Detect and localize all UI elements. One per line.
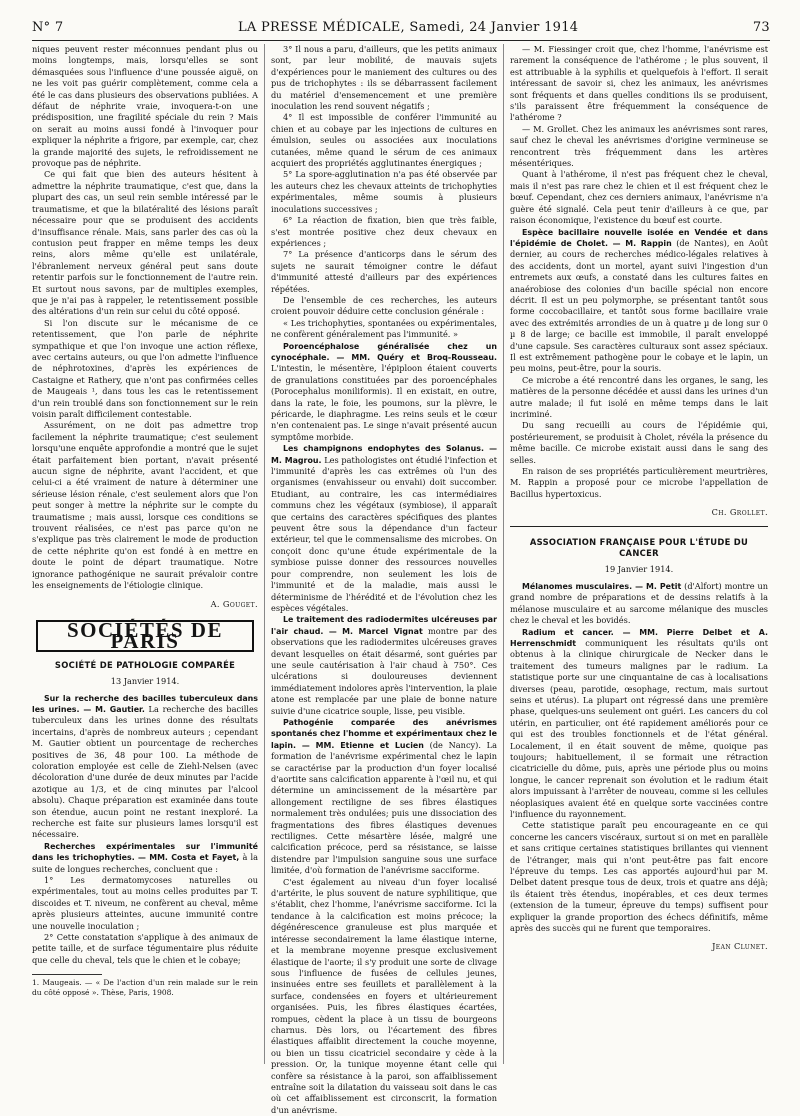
section-title-box: SOCIÉTÉS DE PARIS	[36, 620, 254, 652]
author-signature: Jean Clunet.	[712, 941, 768, 952]
journal-title: LA PRESSE MÉDICALE, Samedi, 24 Janvier 1914	[237, 20, 579, 35]
column-2	[271, 44, 497, 1116]
paragraph: 2° Cette constatation s'applique à des animaux de petite taille, et de surface tégumentaire plus réduite que celle du cheval, tels que le chien et le cobaye;	[32, 932, 258, 965]
paragraph: 3° Il nous a paru, d'ailleurs, que les petits animaux sont, par leur mobilité, de mauvais sujets d'expériences pour le maniement des cultures ou des pus de trichophytes : ils se débarrassent facilement du matériel d'ensemencement et une première inoculation les rend souvent négatifs ;	[271, 44, 497, 112]
paragraph: « Les trichophyties, spontanées ou expérimentales, ne confèrent généralement pas l'immunité. »	[271, 317, 497, 340]
report-text: à la suite de longues recherches, concluent que :	[32, 852, 258, 874]
report-heading: Radium et cancer. — MM. Pierre Delbet et A. Herrenschmidt	[510, 627, 768, 648]
page-number: 73	[752, 20, 770, 35]
page-header	[32, 20, 770, 36]
report-text: (de Nantes), en Août dernier, au cours de recherches médico-légales relatives à des accidents, dont un mortel, ayant suivi l'ingestion d'un entremets aux œufs, a constaté dans les cultures faites en anaérobiose des colonies d'un bacille spécial non encore décrit. Il est un peu polymorphe, se présentant tantôt sous forme coccobacillaire, et tantôt sous forme bacillaire vraie avec des extrémités arrondies de un à quatre µ de long sur 0 µ 8 de large; ce bacille est immobile, il paraît enveloppé d'une capsule. Ses caractères culturaux sont assez spéciaux. Il est extrêmement pathogène pour le cobaye et le lapin, un peu moins, peut-être, pour la souris.	[510, 237, 768, 374]
report-paragraph	[510, 581, 768, 627]
paragraph: Cette statistique paraît peu encourageante en ce qui concerne les cancers viscéraux, surtout si on met en parallèle et sans critique certaines statistiques brillantes qui viennent de l'étranger, mais qui n'ont peut-être pas fait encore l'épreuve du temps. Les cas apportés aujourd'hui par M. Delbet datent presque tous de deux, trois et quatre ans déjà; ils étaient très étendus, inopérables, et ces deux termes (extension de la tumeur, épreuve du temps) suffisent pour expliquer la grande proportion des échecs définitifs, même après des succès qui ne furent que temporaires.	[510, 820, 768, 934]
session-date: 13 Janvier 1914.	[110, 676, 180, 687]
report-paragraph	[271, 443, 497, 614]
report-heading: Poroencéphalose généralisée chez un cynocéphale. — MM. Quéry et Broq-Rousseau.	[271, 341, 497, 362]
paragraph: 6° La réaction de fixation, bien que très faible, s'est montrée positive chez deux chevaux en expériences ;	[271, 215, 497, 248]
report-text: montre par des observations que les radiodermites ulcéreuses graves devant lesquelles on était désarmé, sont guéries par une seule cautérisation à l'air chaud à 750°. Ces ulcérations si douloureuses deviennent immédiatement indolores après l'intervention, la plaie atone est remplacée par une plaie de bonne nature suivie d'une cicatrice souple, lisse, peu visible.	[271, 625, 497, 716]
column-3	[510, 44, 768, 957]
paragraph: Ce microbe a été rencontré dans les organes, le sang, les matières de la personne décédée et aussi dans les urines d'un autre malade; il fut isolé en même temps dans le lait incriminé.	[510, 374, 768, 419]
paragraph: En raison de ses propriétés particulièrement meurtrières, M. Rappin a proposé pour ce microbe l'appellation de Bacillus hypertoxicus.	[510, 466, 768, 499]
issue-number: N° 7	[32, 20, 64, 35]
header-rule	[32, 40, 770, 41]
column-divider	[264, 44, 265, 1064]
report-paragraph	[510, 627, 768, 821]
report-paragraph	[271, 341, 497, 444]
report-heading: Sur la recherche des bacilles tuberculeux dans les urines. — M. Gautier.	[32, 693, 258, 714]
report-heading: Les champignons endophytes des Solanus. — M. Magrou.	[271, 444, 497, 465]
report-paragraph	[510, 227, 768, 375]
paragraph: De l'ensemble de ces recherches, les auteurs croient pouvoir déduire cette conclusion générale :	[271, 294, 497, 317]
paragraph: Quant à l'athérome, il n'est pas fréquent chez le cheval, mais il n'est pas rare chez le chien et il est fréquent chez le bœuf. Cependant, chez ces derniers animaux, l'anévrisme n'a guère été signalé. Cela peut tenir d'ailleurs à ce que, par raison économique, l'existence du bœuf est courte.	[510, 169, 768, 226]
report-text: L'intestin, le mésentère, l'épiploon étaient couverts de granulations constituées par des poroencéphales (Porocephalus moniliformis). Il en existait, en outre, dans la rate, le foie, les poumons, sur la plèvre, le péricarde, le diaphragme. Les reins seuls et le cœur n'en contenaient pas. Le singe n'avait présenté aucun symptôme morbide.	[271, 363, 497, 442]
paragraph: 4° Il est impossible de conférer l'immunité au chien et au cobaye par les injections de cultures en émulsion, seules ou associées aux inoculations cutanées, même quand le sérum de ces animaux acquiert des propriétés agglutinantes énergiques ;	[271, 112, 497, 169]
paragraph: 7° La présence d'anticorps dans le sérum des sujets ne saurait témoigner contre le défaut d'immunité attesté d'ailleurs par des expériences répétées.	[271, 249, 497, 294]
report-heading: Pathogénie comparée des anévrismes spontanés chez l'homme et expérimentaux chez le lapin. — MM. Etienne et Lucien	[271, 717, 497, 750]
paragraph: 1° Les dermatomycoses naturelles ou expérimentales, tout au moins celles produites par T. discoides et T. niveum, ne confèrent au cheval, même après plusieurs atteintes, aucune immunité contre une nouvelle inoculation ;	[32, 875, 258, 931]
paragraph: C'est également au niveau d'un foyer localisé d'artérite, le plus souvent de nature syphilitique, que s'établit, chez l'homme, l'anévrisme sacciforme. Ici la tendance à la calcification est moins précoce; la dégénérescence granuleuse est plus marquée et intéresse secondairement la lame élastique interne, et la membrane moyenne presque exclusivement élastique de l'aorte; il s'y produit une sorte de clivage sous l'influence de fusées de cellules jeunes, insinuées entre ses feuillets et parallèlement à la surface, condensées en foyers et ultérieurement organisées. Puis, les fibres élastiques écartées, rompues, cèdent la place à un tissu de bourgeons charnus. Dès lors, ou l'écartement des fibres élastiques affaiblit directement la couche moyenne, ou bien un tissu cicatriciel secondaire y cède à la pression. Or, la tunique moyenne étant celle qui confère sa résistance à la paroi, son affaiblissement entraîne soit la dilatation du vaisseau soit dans le cas où cet affaiblissement est circonscrit, la formation d'un anévrisme.	[271, 876, 497, 1115]
report-heading: Le traitement des radiodermites ulcéreuses par l'air chaud. — M. Marcel Vignat	[271, 615, 497, 636]
society-heading: SOCIÉTÉ DE PATHOLOGIE COMPARÉE	[54, 659, 236, 670]
paragraph: Si l'on discute sur le mécanisme de ce retentissement, que l'on parle de néphrite sympathique et que l'on invoque une action réflexe, avec certains auteurs, ou que l'on admette l'influence de néphrotoxines, d'après les expériences de Castaigne et Rathery, que n'ont pas confirmées celles de Maugeais ¹, dans tous les cas le retentissement d'un rein troublé dans son fonctionnement sur le rein voisin paraît difficilement contestable.	[32, 317, 258, 419]
report-text: La recherche des bacilles tuberculeux dans les urines donne des résultats incertains, d'après de nombreux auteurs ; cependant M. Gautier obtient un pourcentage de recherches positives de 36, 48 pour 100. La méthode de coloration employée est celle de Ziehl-Nelsen (avec décoloration d'une durée de deux minutes par l'acide azotique au 1/3, et de cinq minutes par l'alcool absolu). Chaque préparation est examinée dans toute son étendue, aucun point ne restant inexploré. La recherche est faite sur plusieurs lames lorsqu'il est nécessaire.	[32, 703, 258, 840]
report-text: communiquent les résultats qu'ils ont obtenus à la clinique chirurgicale de Necker dans le traitement des tumeurs malignes par le radium. La statistique porte sur une cinquantaine de cas à localisations diverses (peau, parotide, œsophage, rectum, mais surtout seins et utérus). La plupart ont régressé dans une première phase, quelques-uns seulement ont guéri. Les cancers du col utérin, en particulier, ont été rapidement améliorés pour ce qui est des troubles fonctionnels et de l'état général. Localement, il en était souvent de même, quoique pas toujours; habituellement, il se formait une rétraction cicatricielle du dôme, puis, après une période plus ou moins longue, le cancer reprenait son évolution et le radium était alors impuissant à l'arrêter de nouveau, comme si les cellules néoplasiques avaient été en quelque sorte vaccinées contre l'influence du rayonnement.	[510, 637, 768, 819]
paragraph: 5° La spore-agglutination n'a pas été observée par les auteurs chez les chevaux atteints de trichophyties expérimentales, même soumis à plusieurs inoculations successives ;	[271, 169, 497, 214]
report-paragraph	[271, 717, 497, 877]
paragraph: Du sang recueilli au cours de l'épidémie qui, postérieurement, se produisit à Cholet, révéla la présence du même bacille. Ce microbe existait aussi dans le sang des selles.	[510, 420, 768, 465]
session-date: 19 Janvier 1914.	[604, 564, 674, 575]
association-section	[510, 526, 768, 953]
report-text: (de Nancy). La formation de l'anévrisme expérimental chez le lapin se caractérise par la production d'un foyer localisé d'aortite sans calcification apparente à l'œil nu, et qui détermine un amincissement de la mésartère par allongement rectiligne de ses fibres élastiques normalement très ondulées; puis une dissociation des fragmentations des fibres élastiques devenues rectilignes. Cette mésartère lésée, malgré une calcification précoce, perd sa résistance, se laisse distendre par l'impulsion sanguine sous une surface limitée, d'où formation de l'anévrisme sacciforme.	[271, 739, 498, 876]
report-paragraph	[32, 841, 258, 875]
paragraph: — M. Fiessinger croit que, chez l'homme, l'anévrisme est rarement la conséquence de l'athérome ; le plus souvent, il est attribuable à la syphilis et quelquefois à l'effort. Il serait intéressant de savoir si, chez les animaux, les anévrismes sont fréquents et dans quelles conditions ils se produisent, s'ils paraissent être fréquemment la conséquence de l'athérome ?	[510, 44, 768, 123]
report-paragraph	[271, 614, 497, 717]
paragraph: Ce qui fait que bien des auteurs hésitent à admettre la néphrite traumatique, c'est que, dans la plupart des cas, un seul rein semble intéressé par le traumatisme, et que la bilatéralité des lésions paraît nécessaire pour que se produisent des accidents d'insuffisance rénale. Mais, sans parler des cas où la contusion peut frapper en même temps les deux reins, alors même qu'elle est unilatérale, l'ébranlement nerveux général peut sans doute retentir parfois sur le fonctionnement de l'autre rein. Et surtout nous savons, par de multiples exemples, que je n'ai pas à rappeler, le retentissement possible des altérations d'un rein sur celui du côté opposé.	[32, 169, 258, 317]
report-paragraph	[32, 693, 258, 841]
report-text: (d'Alfort) montre un grand nombre de préparations et de dessins relatifs à la mélanose musculaire et au sarcome mélanique des muscles chez le cheval et les bovidés.	[510, 580, 769, 626]
footnote: 1. Maugeais. — « De l'action d'un rein malade sur le rein du côté opposé ». Thèse, Paris, 1908.	[32, 978, 258, 998]
paragraph: Assurément, on ne doit pas admettre trop facilement la néphrite traumatique; c'est seulement lorsqu'une enquête approfondie a montré que le sujet était parfaitement bien portant, n'avait présenté aucun signe de néphrite, avant l'accident, et que celui-ci a été vraiment de nature à déterminer une sérieuse lésion rénale, c'est seulement alors que l'on peut songer à mettre la néphrite sur le compte du traumatisme ; mais aussi, lorsque ces conditions se trouvent réalisées, ce n'est pas parce qu'on ne s'explique pas très clairement le mode de production de cette néphrite qu'on est fondé à en mettre en doute le point de départ traumatique. Notre ignorance pathogénique ne saurait prévaloir contre les enseignements de l'étiologie clinique.	[32, 420, 258, 591]
column-divider	[503, 44, 504, 1064]
footnote-rule	[32, 974, 102, 975]
author-signature: Ch. Grollet.	[711, 507, 768, 518]
paragraph: niques peuvent rester méconnues pendant plus ou moins longtemps, mais, lorsqu'elles se sont démasquées sous l'influence d'une poussée aiguë, on ne les voit pas guérir complètement, comme cela a été le cas dans plusieurs des observations publiées. A défaut de néphrite vraie, invoquera-t-on une prédisposition, une fragilité spéciale du rein ? Mais on serait au moins aussi fondé à l'invoquer pour expliquer la néphrite a frigore, par exemple, car, chez la grande majorité des sujets, le refroidissement ne provoque pas de néphrite.	[32, 44, 258, 169]
report-heading: Recherches expérimentales sur l'immunité dans les trichophyties. — MM. Costa et Fayet,	[32, 841, 258, 863]
paragraph: — M. Grollet. Chez les animaux les anévrismes sont rares, sauf chez le cheval les anévrismes d'origine vermineuse se rencontrent très fréquemment dans les artères mésentériques.	[510, 123, 768, 169]
author-signature: A. Gouget.	[210, 598, 258, 609]
report-heading: Espèce bacillaire nouvelle isolée en Vendée et dans l'épidémie de Cholet. — M. Rappin	[510, 227, 768, 248]
report-heading: Mélanomes musculaires. — M. Petit	[522, 581, 682, 591]
report-text: Les pathologistes ont étudié l'infection et l'immunité d'après les cas extrêmes où l'un des organismes (envahisseur ou envahi) doit succomber. Etudiant, au contraire, les cas intermédiaires communs chez les végétaux (symbiose), il apparaît que certains des caractères spécifiques des plantes peuvent être sous la dépendance d'un facteur extérieur, tel que le commensalisme des microbes. On conçoit donc qu'une étude expérimentale de la symbiose puisse donner des ressources nouvelles pour comprendre, non seulement les lois de l'immunité et de la maladie, mais aussi le déterminisme de l'hérédité et de l'évolution chez les espèces végétales.	[271, 454, 497, 613]
association-heading: ASSOCIATION FRANÇAISE POUR L'ÉTUDE DU CANCER	[529, 536, 749, 559]
column-1	[32, 44, 258, 998]
